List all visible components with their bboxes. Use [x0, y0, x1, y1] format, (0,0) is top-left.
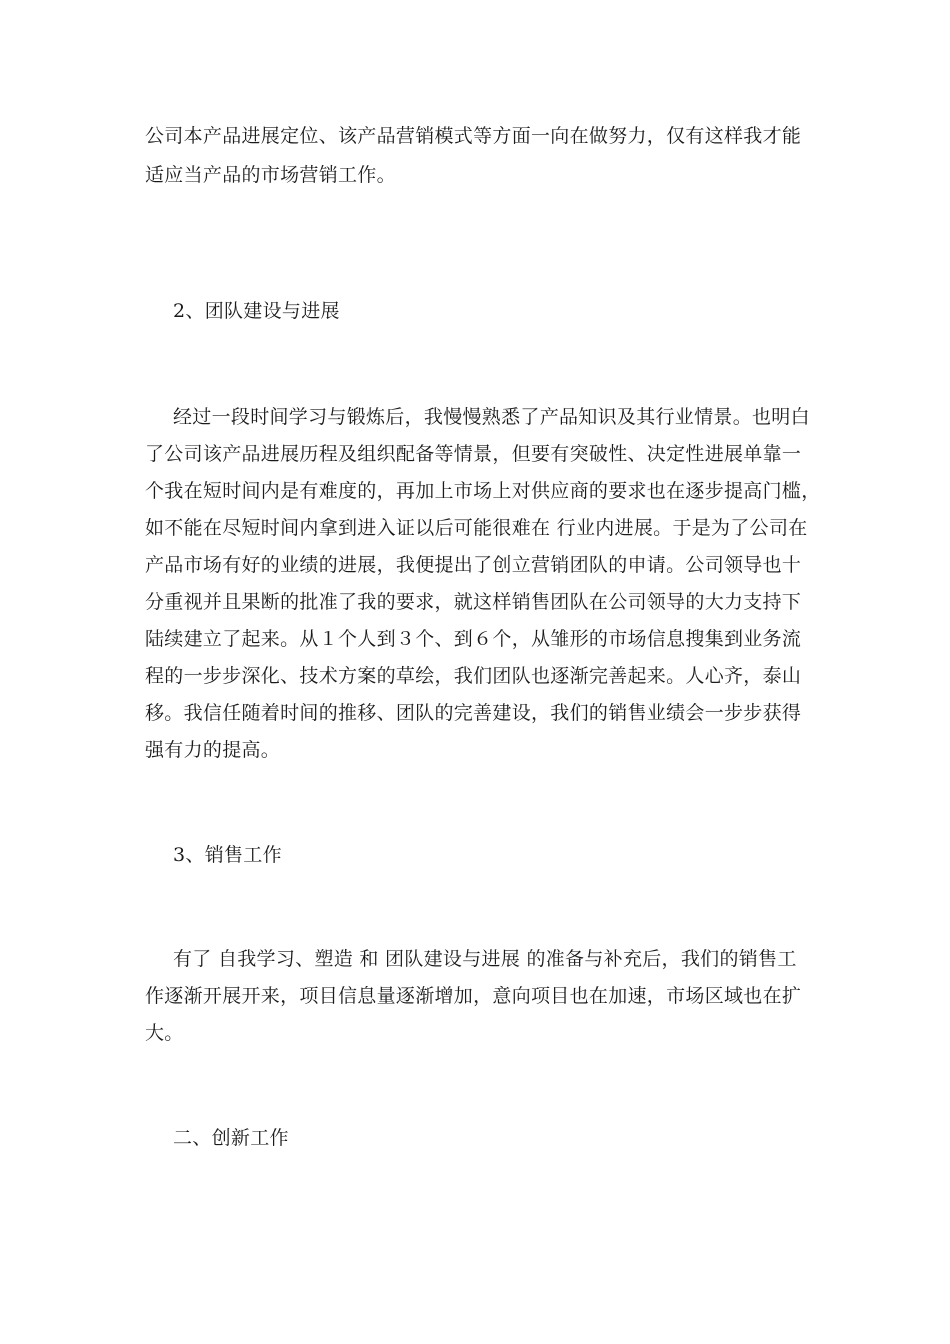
section-heading-team: 2、团队建设与进展	[173, 300, 340, 322]
paragraph-line: 经过一段时间学习与锻炼后，我慢慢熟悉了产品知识及其行业情景。也明白	[173, 406, 810, 428]
section-heading-innovation: 二、创新工作	[173, 1127, 289, 1149]
paragraph-line: 作逐渐开展开来，项目信息量逐渐增加，意向项目也在加速，市场区域也在扩	[145, 985, 802, 1007]
paragraph-line: 产品市场有好的业绩的进展，我便提出了创立营销团队的申请。公司领导也十	[145, 554, 802, 576]
paragraph-line: 移。我信任随着时间的推移、团队的完善建设，我们的销售业绩会一步步获得	[145, 702, 802, 724]
paragraph-line: 公司本产品进展定位、该产品营销模式等方面一向在做努力，仅有这样我才能	[145, 125, 802, 147]
paragraph-line: 大。	[145, 1022, 184, 1044]
section-heading-sales: 3、销售工作	[173, 844, 282, 866]
paragraph-line: 了公司该产品进展历程及组织配备等情景，但要有突破性、决定性进展单靠一	[145, 443, 802, 465]
paragraph-line: 有了 自我学习、塑造 和 团队建设与进展 的准备与补充后，我们的销售工	[173, 948, 797, 970]
paragraph-line: 陆续建立了起来。从１个人到３个、到６个，从雏形的市场信息搜集到业务流	[145, 628, 802, 650]
paragraph-line: 如不能在尽短时间内拿到进入证以后可能很难在 行业内进展。于是为了公司在	[145, 517, 808, 539]
paragraph-line: 适应当产品的市场营销工作。	[145, 164, 396, 186]
paragraph-line: 程的一步步深化、技术方案的草绘，我们团队也逐渐完善起来。人心齐，泰山	[145, 665, 802, 687]
paragraph-line: 分重视并且果断的批准了我的要求，就这样销售团队在公司领导的大力支持下	[145, 591, 802, 613]
paragraph-line: 个我在短时间内是有难度的，再加上市场上对供应商的要求也在逐步提高门槛，	[145, 480, 821, 502]
paragraph-line: 强有力的提高。	[145, 739, 281, 761]
